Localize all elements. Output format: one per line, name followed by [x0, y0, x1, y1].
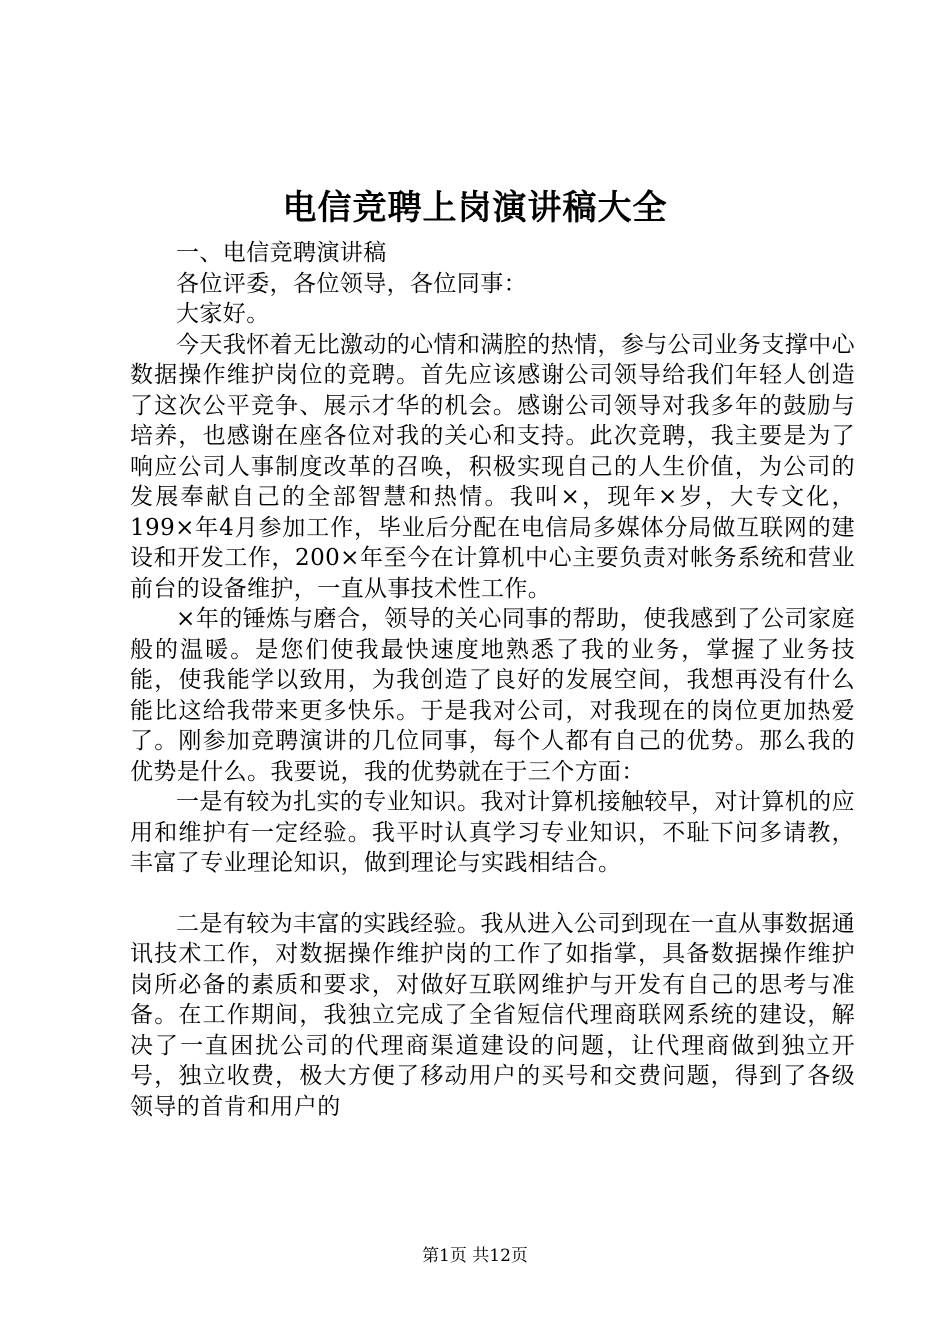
body-paragraph: 一是有较为扎实的专业知识。我对计算机接触较早，对计算机的应用和维护有一定经验。我平时认真学习专业知识，不耻下问多请教，丰富了专业理论知识，做到理论与实践相结合。	[130, 789, 855, 876]
section-heading: 一、电信竞聘演讲稿	[176, 240, 387, 266]
body-paragraph: 今天我怀着无比激动的心情和满腔的热情，参与公司业务支撑中心数据操作维护岗位的竞聘。首先应该感谢公司领导给我们年轻人创造了这次公平竞争、展示才华的机会。感谢公司领导对我多年的鼓励与培养，也感谢在座各位对我的关心和支持。此次竞聘，我主要是为了响应公司人事制度改革的召唤，积极实现自己的人生价值，为公司的发展奉献自己的全部智慧和热情。我叫×，现年×岁，大专文化，199×年4月参加工作，毕业后分配在电信局多媒体分局做互联网的建设和开发工作，200×年至今在计算机中心主要负责对帐务系统和营业前台的设备维护，一直从事技术性工作。	[130, 331, 855, 602]
greeting: 大家好。	[176, 301, 270, 327]
document-title: 电信竞聘上岗演讲稿大全	[282, 188, 668, 228]
body-paragraph: ×年的锤炼与磨合，领导的关心同事的帮助，使我感到了公司家庭般的温暖。是您们使我最快速度地熟悉了我的业务，掌握了业务技能，使我能学以致用，为我创造了良好的发展空间，我想再没有什么能比这给我带来更多快乐。于是我对公司，对我现在的岗位更加热爱了。刚参加竞聘演讲的几位同事，每个人都有自己的优势。那么我的优势是什么。我要说，我的优势就在于三个方面：	[130, 606, 855, 785]
body-paragraph: 二是有较为丰富的实践经验。我从进入公司到现在一直从事数据通讯技术工作，对数据操作维护岗的工作了如指掌，具备数据操作维护岗所必备的素质和要求，对做好互联网维护与开发有自己的思考与准备。在工作期间，我独立完成了全省短信代理商联网系统的建设，解决了一直困扰公司的代理商渠道建设的问题，让代理商做到独立开号，独立收费，极大方便了移动用户的买号和交费问题，得到了各级领导的首肯和用户的	[130, 910, 855, 1120]
salutation: 各位评委，各位领导，各位同事：	[176, 270, 527, 297]
page-footer: 第1页 共12页	[422, 1246, 528, 1266]
document-body	[130, 238, 855, 1122]
